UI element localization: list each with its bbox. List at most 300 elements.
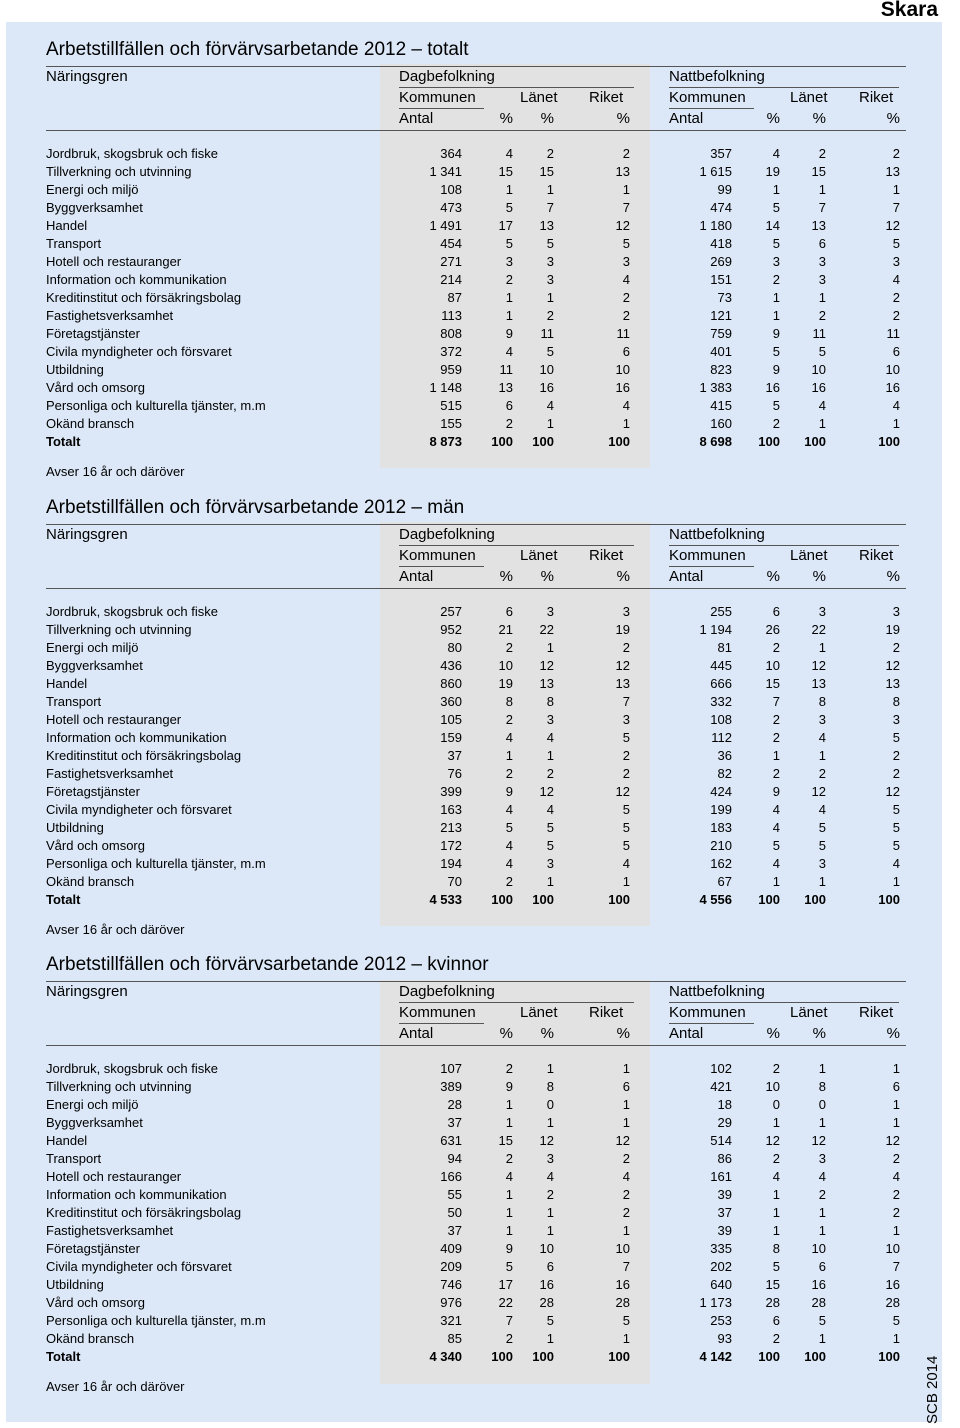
cell-night-antal: 1 383 [699, 380, 732, 395]
header-riket-day: Riket [589, 547, 624, 564]
header-pct: % [886, 110, 900, 127]
cell-night-antal: 18 [717, 1097, 732, 1112]
cell-day-lan-pct: 5 [546, 236, 554, 251]
header-antal-day: Antal [399, 568, 434, 585]
cell-day-lan-pct: 16 [539, 1277, 554, 1292]
cell-night-antal: 161 [710, 1169, 732, 1184]
cell-night-kommun-pct: 1 [772, 182, 780, 197]
cell-night-antal: 759 [710, 326, 732, 341]
cell-night-antal: 102 [710, 1061, 732, 1076]
cell-day-rike-pct: 16 [615, 1277, 630, 1292]
cell-night-kommun-pct: 1 [772, 874, 780, 889]
cell-day-lan-pct: 4 [546, 730, 554, 745]
table-row [46, 747, 906, 765]
cell-night-kommun-pct: 15 [765, 676, 780, 691]
cell-night-antal: 666 [710, 676, 732, 691]
header-antal-night: Antal [669, 568, 704, 585]
header-kommunen-day: Kommunen [399, 89, 476, 106]
cell-night-rike-pct: 10 [885, 362, 900, 377]
row-label: Fastighetsverksamhet [46, 766, 174, 781]
table-row [46, 675, 906, 693]
cell-day-rike-pct: 5 [622, 1313, 630, 1328]
cell-day-kommun-pct: 3 [505, 254, 513, 269]
cell-night-rike-pct: 1 [892, 1061, 900, 1076]
cell-day-rike-pct: 19 [615, 622, 630, 637]
cell-day-antal: 1 148 [429, 380, 462, 395]
cell-night-kommun-pct: 5 [772, 344, 780, 359]
cell-night-kommun-pct: 1 [772, 308, 780, 323]
cell-night-rike-pct: 2 [892, 290, 900, 305]
cell-day-rike-pct: 6 [622, 344, 630, 359]
cell-night-lan-pct: 6 [818, 1259, 826, 1274]
cell-day-rike-pct: 5 [622, 838, 630, 853]
cell-day-antal: 4 533 [429, 892, 462, 907]
cell-day-lan-pct: 1 [546, 416, 554, 431]
cell-night-rike-pct: 3 [892, 254, 900, 269]
table-row [46, 253, 906, 271]
header-nattbefolkning: Nattbefolkning [669, 526, 765, 543]
cell-night-lan-pct: 12 [811, 1133, 826, 1148]
header-lanet-night: Länet [790, 89, 828, 106]
cell-day-rike-pct: 1 [622, 416, 630, 431]
header-row-units [46, 109, 906, 131]
cell-day-kommun-pct: 21 [498, 622, 513, 637]
header-pct: % [812, 1025, 826, 1042]
table-row [46, 693, 906, 711]
cell-night-kommun-pct: 12 [765, 1133, 780, 1148]
cell-day-kommun-pct: 1 [505, 1187, 513, 1202]
cell-day-lan-pct: 4 [546, 1169, 554, 1184]
cell-night-lan-pct: 6 [818, 236, 826, 251]
cell-day-lan-pct: 10 [539, 362, 554, 377]
header-pct: % [499, 568, 513, 585]
cell-night-lan-pct: 2 [818, 146, 826, 161]
cell-day-antal: 213 [440, 820, 462, 835]
cell-night-antal: 253 [710, 1313, 732, 1328]
cell-day-kommun-pct: 15 [498, 164, 513, 179]
cell-night-antal: 8 698 [699, 434, 732, 449]
cell-night-rike-pct: 11 [886, 326, 900, 341]
cell-day-lan-pct: 13 [539, 676, 554, 691]
cell-day-lan-pct: 28 [539, 1295, 554, 1310]
header-riket-night: Riket [859, 89, 894, 106]
header-pct: % [616, 568, 630, 585]
table-row [46, 1150, 906, 1168]
cell-night-rike-pct: 5 [892, 236, 900, 251]
cell-night-kommun-pct: 2 [772, 1061, 780, 1076]
table-row [46, 1096, 906, 1114]
cell-night-kommun-pct: 2 [772, 712, 780, 727]
cell-day-antal: 746 [440, 1277, 462, 1292]
cell-night-rike-pct: 4 [892, 1169, 900, 1184]
cell-night-lan-pct: 12 [811, 784, 826, 799]
row-label: Tillverkning och utvinning [46, 164, 192, 179]
cell-day-kommun-pct: 2 [505, 640, 513, 655]
cell-day-rike-pct: 1 [622, 874, 630, 889]
cell-night-antal: 36 [717, 748, 732, 763]
cell-night-lan-pct: 3 [818, 712, 826, 727]
cell-night-lan-pct: 1 [818, 1205, 826, 1220]
header-row-areas [46, 546, 906, 567]
cell-day-lan-pct: 1 [546, 1223, 554, 1238]
cell-day-antal: 631 [440, 1133, 462, 1148]
header-row-units [46, 567, 906, 589]
cell-night-antal: 424 [710, 784, 732, 799]
header-lanet-night: Länet [790, 547, 828, 564]
table-row [46, 379, 906, 397]
cell-night-antal: 357 [710, 146, 732, 161]
cell-night-rike-pct: 5 [892, 730, 900, 745]
cell-night-antal: 1 173 [699, 1295, 732, 1310]
header-lanet-day: Länet [520, 89, 558, 106]
cell-day-rike-pct: 5 [622, 820, 630, 835]
cell-night-rike-pct: 2 [892, 1205, 900, 1220]
cell-night-kommun-pct: 1 [772, 1205, 780, 1220]
cell-day-lan-pct: 7 [546, 200, 554, 215]
header-nattbefolkning: Nattbefolkning [669, 68, 765, 85]
cell-night-lan-pct: 1 [818, 874, 826, 889]
header-lanet-day: Länet [520, 547, 558, 564]
cell-night-antal: 82 [717, 766, 732, 781]
cell-night-kommun-pct: 2 [772, 416, 780, 431]
cell-day-rike-pct: 2 [622, 748, 630, 763]
cell-day-kommun-pct: 15 [498, 1133, 513, 1148]
cell-day-lan-pct: 2 [546, 1187, 554, 1202]
cell-night-kommun-pct: 2 [772, 640, 780, 655]
row-label: Transport [46, 1151, 102, 1166]
cell-night-antal: 418 [710, 236, 732, 251]
cell-day-kommun-pct: 5 [505, 200, 513, 215]
header-pct: % [540, 110, 554, 127]
header-riket-day: Riket [589, 1004, 624, 1021]
municipality-name: Skara [880, 0, 938, 21]
row-label: Fastighetsverksamhet [46, 1223, 174, 1238]
cell-night-kommun-pct: 1 [772, 748, 780, 763]
row-label: Utbildning [46, 362, 104, 377]
table-row [46, 729, 906, 747]
header-pct: % [540, 1025, 554, 1042]
row-label: Utbildning [46, 820, 104, 835]
table-row [46, 819, 906, 837]
header-nattbefolkning: Nattbefolkning [669, 983, 765, 1000]
cell-day-kommun-pct: 1 [505, 1115, 513, 1130]
row-label: Okänd bransch [46, 416, 135, 431]
cell-day-antal: 271 [440, 254, 462, 269]
cell-night-rike-pct: 16 [885, 1277, 900, 1292]
cell-day-lan-pct: 1 [546, 1061, 554, 1076]
cell-night-rike-pct: 1 [892, 1097, 900, 1112]
cell-day-antal: 113 [441, 308, 462, 323]
row-label: Vård och omsorg [46, 380, 145, 395]
cell-day-rike-pct: 28 [615, 1295, 630, 1310]
cell-night-rike-pct: 1 [892, 1331, 900, 1346]
row-label: Tillverkning och utvinning [46, 1079, 192, 1094]
row-label: Personliga och kulturella tjänster, m.m [46, 398, 266, 413]
cell-day-lan-pct: 8 [546, 694, 554, 709]
cell-night-rike-pct: 28 [885, 1295, 900, 1310]
cell-night-kommun-pct: 100 [758, 434, 780, 449]
cell-night-antal: 108 [710, 712, 732, 727]
cell-day-kommun-pct: 2 [505, 1151, 513, 1166]
cell-night-lan-pct: 100 [804, 1349, 826, 1364]
row-label: Jordbruk, skogsbruk och fiske [46, 1061, 218, 1076]
statistics-table [46, 953, 906, 1396]
cell-day-antal: 108 [440, 182, 462, 197]
cell-day-rike-pct: 1 [622, 182, 630, 197]
cell-day-rike-pct: 12 [615, 218, 630, 233]
table-title: Arbetstillfällen och förvärvsarbetande 2012 – totalt [46, 39, 469, 60]
cell-day-lan-pct: 3 [546, 856, 554, 871]
row-label: Totalt [46, 434, 81, 449]
header-riket-night: Riket [859, 547, 894, 564]
cell-night-rike-pct: 2 [892, 146, 900, 161]
cell-day-lan-pct: 1 [546, 290, 554, 305]
cell-night-lan-pct: 0 [818, 1097, 826, 1112]
cell-day-rike-pct: 3 [622, 604, 630, 619]
cell-night-kommun-pct: 15 [765, 1277, 780, 1292]
header-pct: % [886, 568, 900, 585]
table-row [46, 1294, 906, 1312]
cell-day-antal: 80 [447, 640, 462, 655]
cell-day-antal: 1 491 [429, 218, 462, 233]
statistics-table [46, 496, 906, 939]
table-row [46, 1078, 906, 1096]
cell-night-rike-pct: 13 [885, 676, 900, 691]
cell-night-rike-pct: 2 [892, 640, 900, 655]
row-label: Kreditinstitut och försäkringsbolag [46, 1205, 242, 1220]
cell-day-kommun-pct: 17 [498, 1277, 513, 1292]
header-dagbefolkning: Dagbefolkning [399, 68, 495, 85]
cell-day-antal: 209 [440, 1259, 462, 1274]
cell-night-lan-pct: 22 [811, 622, 826, 637]
table-row [46, 855, 906, 873]
header-row-areas [46, 88, 906, 109]
cell-night-antal: 4 556 [699, 892, 732, 907]
cell-day-kommun-pct: 4 [505, 838, 513, 853]
cell-night-rike-pct: 4 [892, 272, 900, 287]
cell-night-rike-pct: 7 [892, 1259, 900, 1274]
table-row [46, 343, 906, 361]
cell-night-kommun-pct: 4 [772, 856, 780, 871]
cell-night-lan-pct: 1 [818, 1115, 826, 1130]
row-label: Totalt [46, 892, 81, 907]
table-body [46, 145, 906, 451]
cell-night-antal: 39 [717, 1187, 732, 1202]
header-dagbefolkning: Dagbefolkning [399, 983, 495, 1000]
cell-day-antal: 364 [440, 146, 462, 161]
cell-night-kommun-pct: 2 [772, 1331, 780, 1346]
cell-day-antal: 37 [447, 748, 462, 763]
cell-night-lan-pct: 8 [818, 1079, 826, 1094]
cell-night-kommun-pct: 0 [772, 1097, 780, 1112]
cell-night-kommun-pct: 2 [772, 1151, 780, 1166]
table-row [46, 603, 906, 621]
row-label: Jordbruk, skogsbruk och fiske [46, 604, 218, 619]
cell-day-lan-pct: 8 [546, 1079, 554, 1094]
cell-day-antal: 37 [447, 1115, 462, 1130]
cell-day-antal: 399 [440, 784, 462, 799]
total-row [46, 433, 906, 451]
total-row [46, 1348, 906, 1366]
row-label: Jordbruk, skogsbruk och fiske [46, 146, 218, 161]
row-label: Utbildning [46, 1277, 104, 1292]
cell-day-rike-pct: 2 [622, 290, 630, 305]
cell-day-kommun-pct: 2 [505, 1061, 513, 1076]
cell-night-lan-pct: 5 [818, 838, 826, 853]
cell-day-kommun-pct: 5 [505, 236, 513, 251]
table-row [46, 1114, 906, 1132]
cell-day-rike-pct: 12 [615, 658, 630, 673]
cell-day-rike-pct: 100 [608, 1349, 630, 1364]
cell-night-rike-pct: 2 [892, 766, 900, 781]
footer-source: SCB 2014 [924, 1355, 941, 1424]
cell-night-lan-pct: 11 [812, 326, 826, 341]
row-label: Information och kommunikation [46, 1187, 227, 1202]
cell-day-kommun-pct: 9 [505, 1241, 513, 1256]
table-row [46, 1132, 906, 1150]
cell-day-lan-pct: 11 [540, 326, 554, 341]
cell-night-antal: 160 [710, 416, 732, 431]
header-pct: % [616, 110, 630, 127]
cell-night-rike-pct: 5 [892, 820, 900, 835]
row-label: Energi och miljö [46, 182, 139, 197]
cell-day-rike-pct: 13 [615, 164, 630, 179]
cell-night-kommun-pct: 4 [772, 1169, 780, 1184]
header-naringsgren: Näringsgren [46, 68, 128, 85]
cell-night-kommun-pct: 9 [772, 326, 780, 341]
table-note: Avser 16 år och däröver [46, 922, 185, 937]
header-kommunen-night: Kommunen [669, 89, 746, 106]
cell-day-kommun-pct: 8 [505, 694, 513, 709]
cell-night-antal: 415 [710, 398, 732, 413]
cell-night-rike-pct: 2 [892, 1151, 900, 1166]
cell-day-rike-pct: 100 [608, 434, 630, 449]
table-row [46, 1186, 906, 1204]
header-pct: % [540, 568, 554, 585]
cell-day-rike-pct: 13 [615, 676, 630, 691]
cell-day-kommun-pct: 4 [505, 146, 513, 161]
cell-night-kommun-pct: 2 [772, 766, 780, 781]
cell-night-antal: 93 [717, 1331, 732, 1346]
cell-day-antal: 172 [440, 838, 462, 853]
table-row [46, 235, 906, 253]
cell-day-rike-pct: 2 [622, 1151, 630, 1166]
statistics-table [46, 38, 906, 481]
cell-night-rike-pct: 1 [892, 182, 900, 197]
cell-day-antal: 952 [440, 622, 462, 637]
cell-day-rike-pct: 6 [622, 1079, 630, 1094]
table-row [46, 361, 906, 379]
cell-day-antal: 94 [447, 1151, 462, 1166]
header-pct: % [616, 1025, 630, 1042]
cell-day-kommun-pct: 4 [505, 856, 513, 871]
table-row [46, 801, 906, 819]
cell-night-kommun-pct: 8 [772, 1241, 780, 1256]
cell-night-lan-pct: 16 [811, 380, 826, 395]
cell-day-lan-pct: 12 [539, 658, 554, 673]
table-row [46, 621, 906, 639]
header-kommunen-night: Kommunen [669, 1004, 746, 1021]
table-row [46, 145, 906, 163]
cell-day-kommun-pct: 1 [505, 290, 513, 305]
cell-day-rike-pct: 5 [622, 730, 630, 745]
cell-night-antal: 112 [711, 730, 732, 745]
cell-night-antal: 162 [710, 856, 732, 871]
table-row [46, 415, 906, 433]
cell-day-lan-pct: 3 [546, 272, 554, 287]
header-riket-night: Riket [859, 1004, 894, 1021]
cell-day-lan-pct: 1 [546, 640, 554, 655]
cell-day-kommun-pct: 4 [505, 730, 513, 745]
cell-night-kommun-pct: 1 [772, 290, 780, 305]
row-label: Hotell och restauranger [46, 254, 182, 269]
cell-night-rike-pct: 12 [885, 658, 900, 673]
table-row [46, 217, 906, 235]
cell-day-antal: 515 [440, 398, 462, 413]
cell-day-antal: 37 [447, 1223, 462, 1238]
cell-night-lan-pct: 2 [818, 1187, 826, 1202]
cell-night-rike-pct: 1 [892, 416, 900, 431]
cell-day-kommun-pct: 5 [505, 820, 513, 835]
cell-day-lan-pct: 1 [546, 748, 554, 763]
cell-night-lan-pct: 3 [818, 1151, 826, 1166]
cell-night-antal: 202 [710, 1259, 732, 1274]
row-label: Handel [46, 1133, 88, 1148]
cell-night-lan-pct: 15 [811, 164, 826, 179]
cell-night-antal: 210 [710, 838, 732, 853]
cell-night-rike-pct: 4 [892, 398, 900, 413]
cell-day-lan-pct: 5 [546, 344, 554, 359]
cell-day-lan-pct: 10 [539, 1241, 554, 1256]
cell-night-antal: 4 142 [699, 1349, 732, 1364]
cell-day-kommun-pct: 1 [505, 1205, 513, 1220]
cell-night-lan-pct: 13 [811, 218, 826, 233]
row-label: Totalt [46, 1349, 81, 1364]
cell-night-lan-pct: 1 [818, 182, 826, 197]
cell-day-lan-pct: 16 [539, 380, 554, 395]
cell-day-lan-pct: 0 [546, 1097, 554, 1112]
cell-day-antal: 155 [440, 416, 462, 431]
cell-day-rike-pct: 2 [622, 640, 630, 655]
cell-day-antal: 389 [440, 1079, 462, 1094]
cell-night-kommun-pct: 10 [765, 1079, 780, 1094]
cell-day-rike-pct: 4 [622, 398, 630, 413]
cell-night-rike-pct: 13 [885, 164, 900, 179]
cell-night-lan-pct: 28 [811, 1295, 826, 1310]
cell-night-lan-pct: 5 [818, 1313, 826, 1328]
header-row-areas [46, 1003, 906, 1024]
cell-day-rike-pct: 2 [622, 146, 630, 161]
cell-day-kommun-pct: 2 [505, 272, 513, 287]
cell-night-rike-pct: 3 [892, 712, 900, 727]
cell-day-lan-pct: 1 [546, 182, 554, 197]
cell-night-lan-pct: 2 [818, 308, 826, 323]
row-label: Energi och miljö [46, 1097, 139, 1112]
table-row [46, 181, 906, 199]
cell-day-antal: 163 [440, 802, 462, 817]
header-antal-night: Antal [669, 1025, 704, 1042]
cell-night-lan-pct: 10 [811, 362, 826, 377]
table-row [46, 1312, 906, 1330]
cell-night-kommun-pct: 5 [772, 398, 780, 413]
cell-day-lan-pct: 13 [539, 218, 554, 233]
cell-day-lan-pct: 1 [546, 874, 554, 889]
cell-night-antal: 81 [717, 640, 732, 655]
table-row [46, 1060, 906, 1078]
cell-night-antal: 29 [717, 1115, 732, 1130]
cell-day-rike-pct: 12 [615, 1133, 630, 1148]
cell-night-antal: 474 [710, 200, 732, 215]
